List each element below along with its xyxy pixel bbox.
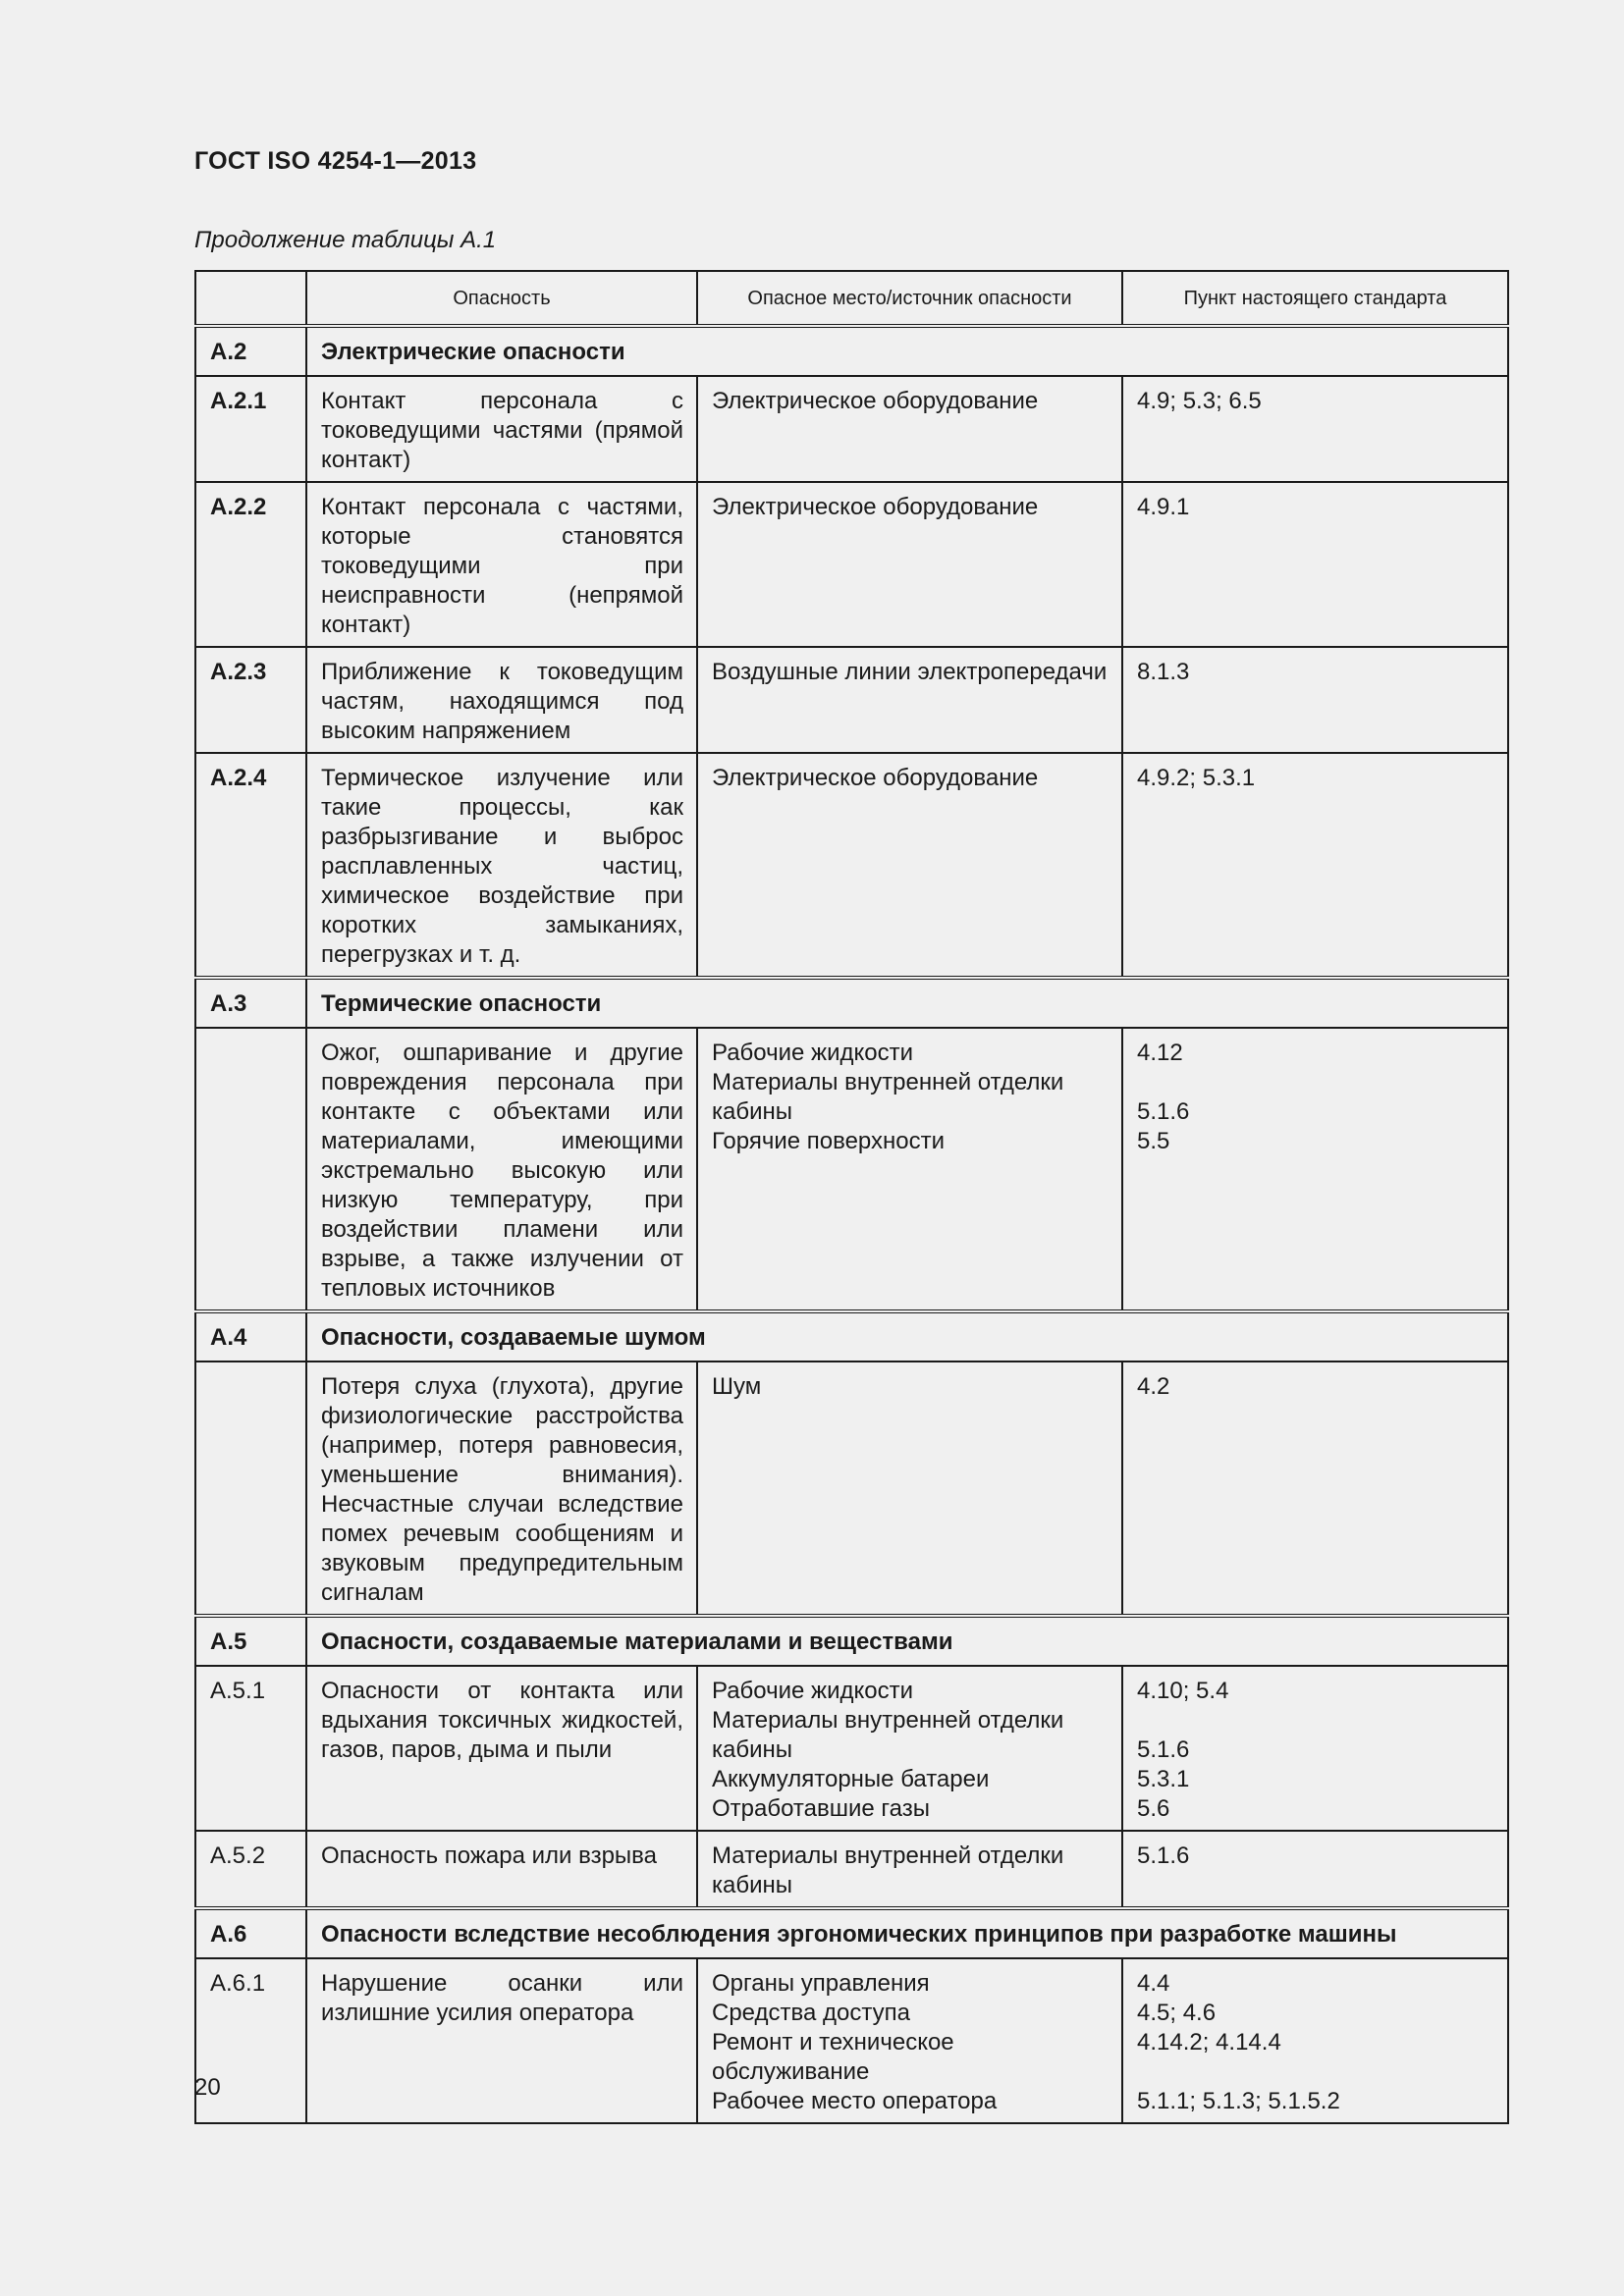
source-line: Электрическое оборудование [712,765,1039,791]
table-row [195,1362,1508,1616]
source-cell [697,376,1122,482]
clause-line: 4.9.2; 5.3.1 [1137,765,1256,791]
header-cell-id [195,271,306,326]
clause-line: 8.1.3 [1137,659,1190,685]
table-row [195,376,1508,482]
hazard-cell: Приближение к токоведущим частям, находящимся под высоким напряжением [306,647,697,753]
section-id: А.5 [195,1616,306,1666]
page-number: 20 [194,2074,221,2101]
clause-cell [1122,1028,1508,1311]
section-id: А.6 [195,1908,306,1958]
clause-line: 4.9.1 [1137,494,1190,520]
hazard-cell: Потеря слуха (глухота), другие физиологические расстройства (например, потеря равновесия, уменьшение внимания). Несчастные случаи вследствие помех речевым сообщениям и звуковым предупредительным сигналам [306,1362,697,1616]
source-cell [697,1028,1122,1311]
source-line: Ремонт и техническое обслуживание [712,2029,954,2085]
section-row [195,1616,1508,1666]
clause-line [1137,2057,1494,2087]
section-title: Электрические опасности [306,326,1508,376]
table-row [195,647,1508,753]
source-line: Электрическое оборудование [712,494,1039,520]
clause-line: 4.4 [1137,1970,1170,1997]
row-id: А.2.1 [195,376,306,482]
clause-line: 4.2 [1137,1373,1170,1400]
table-row [195,1666,1508,1831]
row-id [195,1362,306,1616]
source-cell [697,1831,1122,1908]
hazard-cell: Опасности от контакта или вдыхания токсичных жидкостей, газов, паров, дыма и пыли [306,1666,697,1831]
clause-cell [1122,376,1508,482]
header-cell-source: Опасное место/источник опасности [697,271,1122,326]
header-cell-hazard: Опасность [306,271,697,326]
hazard-cell: Опасность пожара или взрыва [306,1831,697,1908]
clause-cell [1122,753,1508,978]
clause-line [1137,1706,1494,1735]
table-row [195,482,1508,647]
table-row [195,1028,1508,1311]
clause-line: 4.5; 4.6 [1137,2000,1217,2026]
clause-line: 5.1.6 [1137,1736,1190,1763]
clause-line: 5.6 [1137,1795,1170,1822]
clause-line: 5.1.6 [1137,1098,1190,1125]
clause-cell [1122,1666,1508,1831]
source-line: Шум [712,1373,762,1400]
section-row [195,326,1508,376]
hazard-cell: Контакт персонала с токоведущими частями (прямой контакт) [306,376,697,482]
source-line: Отработавшие газы [712,1795,930,1822]
source-line: Горячие поверхности [712,1128,945,1154]
hazards-table [194,270,1509,2124]
hazard-cell: Термическое излучение или такие процессы, как разбрызгивание и выброс расплавленных частиц, химическое воздействие при коротких замыканиях, перегрузках и т. д. [306,753,697,978]
clause-cell [1122,647,1508,753]
source-cell [697,482,1122,647]
clause-cell [1122,1362,1508,1616]
clause-line [1137,1068,1494,1097]
source-line: Органы управления [712,1970,930,1997]
source-line: Электрическое оборудование [712,388,1039,414]
source-line: Воздушные линии электропередачи [712,659,1108,685]
source-line: Рабочие жидкости [712,1678,914,1704]
row-id [195,1028,306,1311]
header-cell-clause: Пункт настоящего стандарта [1122,271,1508,326]
table-caption: Продолжение таблицы А.1 [194,227,497,253]
clause-line: 5.1.1; 5.1.3; 5.1.5.2 [1137,2088,1340,2114]
source-line: Материалы внутренней отделки кабины [712,1707,1064,1763]
section-title: Опасности вследствие несоблюдения эргономических принципов при разработке машины [306,1908,1508,1958]
table-header-row [195,271,1508,326]
table-row [195,1958,1508,2123]
table-row [195,753,1508,978]
row-id: А.2.3 [195,647,306,753]
source-line: Аккумуляторные батареи [712,1766,990,1792]
section-id: А.3 [195,978,306,1028]
hazards-table-body [195,271,1508,2123]
document-title: ГОСТ ISO 4254-1—2013 [194,147,477,175]
section-id: А.4 [195,1311,306,1362]
source-cell [697,753,1122,978]
source-cell [697,1958,1122,2123]
source-cell [697,1362,1122,1616]
section-title: Термические опасности [306,978,1508,1028]
section-row [195,1311,1508,1362]
source-line: Средства доступа [712,2000,910,2026]
clause-cell [1122,482,1508,647]
source-line: Рабочее место оператора [712,2088,998,2114]
row-id: А.5.2 [195,1831,306,1908]
clause-line: 4.9; 5.3; 6.5 [1137,388,1262,414]
hazard-cell: Контакт персонала с частями, которые становятся токоведущими при неисправности (непрямой контакт) [306,482,697,647]
hazard-cell: Ожог, ошпаривание и другие повреждения персонала при контакте с объектами или материалами, имеющими экстремально высокую или низкую температуру, при воздействии пламени или взрыве, а также излучении от тепловых источников [306,1028,697,1311]
source-line: Рабочие жидкости [712,1040,914,1066]
clause-line: 4.14.2; 4.14.4 [1137,2029,1281,2056]
table-row [195,1831,1508,1908]
hazard-cell: Нарушение осанки или излишние усилия оператора [306,1958,697,2123]
clause-cell [1122,1958,1508,2123]
clause-line: 5.5 [1137,1128,1170,1154]
source-cell [697,1666,1122,1831]
source-line: Материалы внутренней отделки кабины [712,1069,1064,1125]
clause-line: 4.12 [1137,1040,1183,1066]
section-row [195,978,1508,1028]
source-cell [697,647,1122,753]
section-id: А.2 [195,326,306,376]
row-id: А.6.1 [195,1958,306,2123]
row-id: А.5.1 [195,1666,306,1831]
row-id: А.2.4 [195,753,306,978]
clause-line: 5.1.6 [1137,1842,1190,1869]
clause-cell [1122,1831,1508,1908]
section-title: Опасности, создаваемые материалами и веществами [306,1616,1508,1666]
row-id: А.2.2 [195,482,306,647]
section-title: Опасности, создаваемые шумом [306,1311,1508,1362]
clause-line: 4.10; 5.4 [1137,1678,1229,1704]
source-line: Материалы внутренней отделки кабины [712,1842,1064,1898]
section-row [195,1908,1508,1958]
clause-line: 5.3.1 [1137,1766,1190,1792]
